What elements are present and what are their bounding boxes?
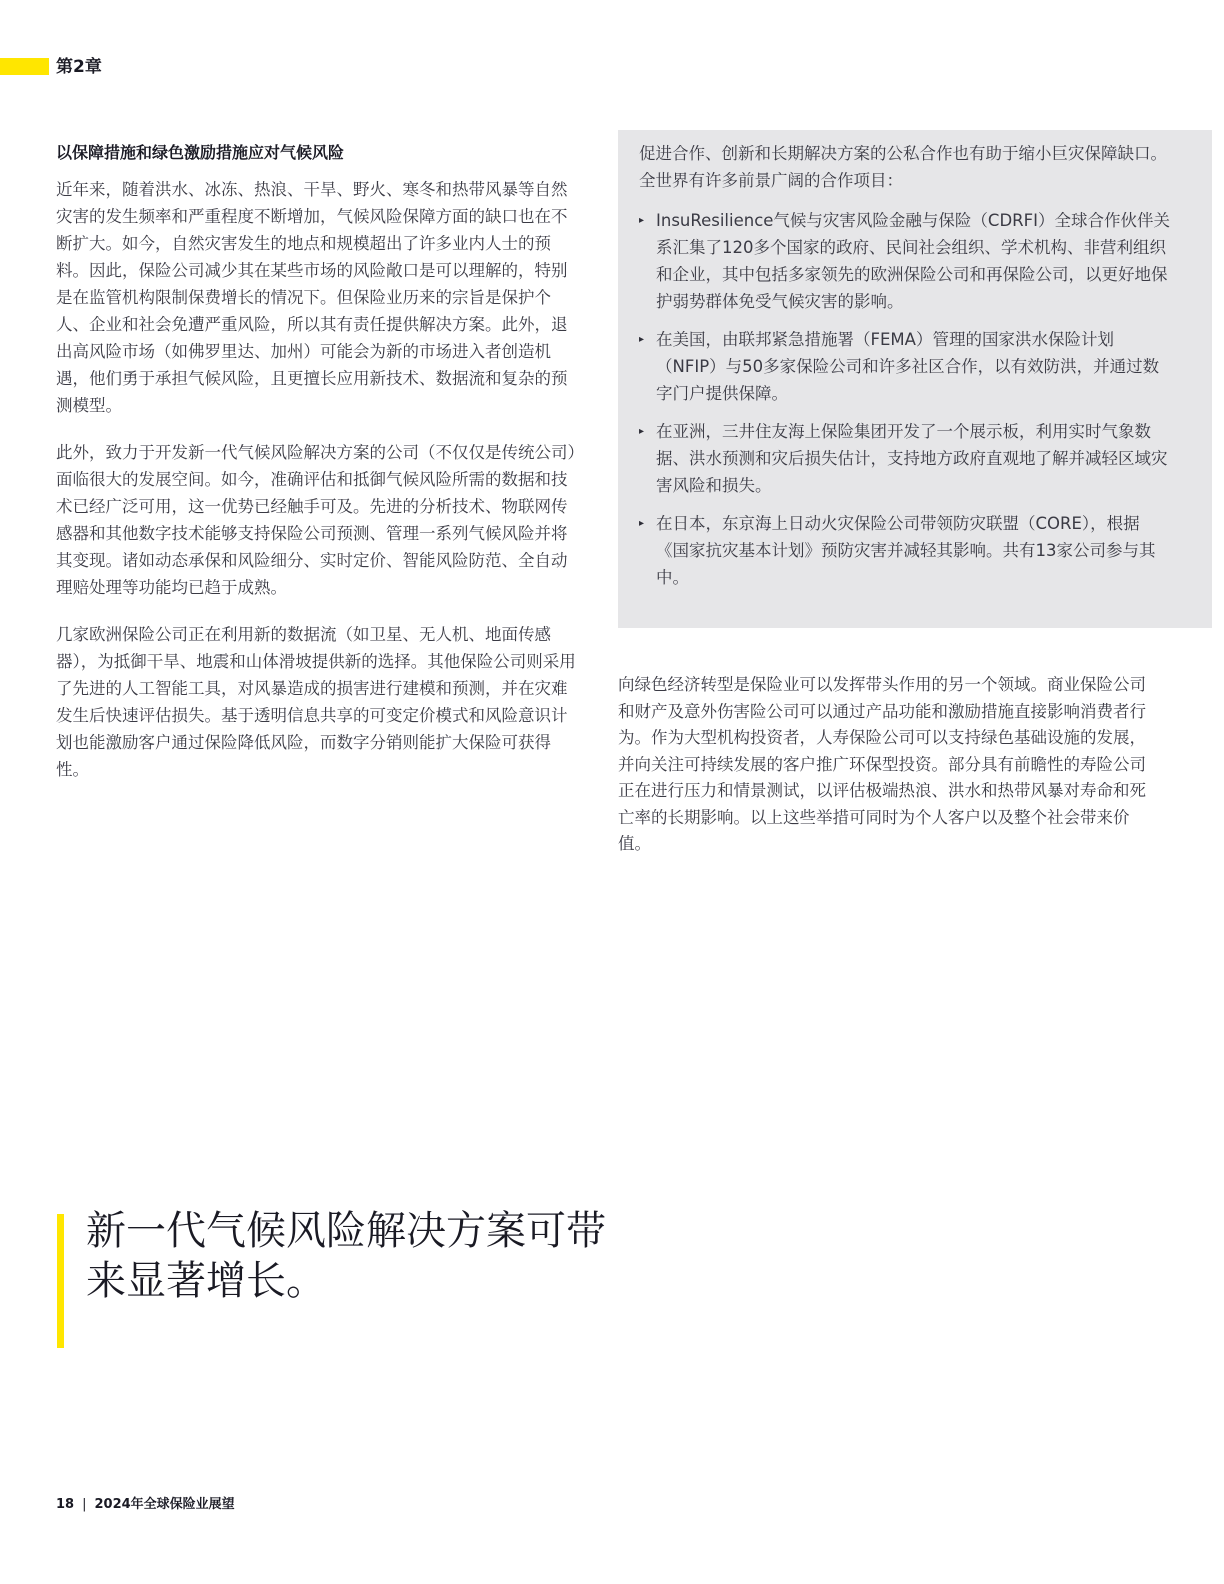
triangle-bullet-icon: ▸ — [639, 334, 645, 345]
callout-box — [618, 130, 1212, 628]
pull-quote: 新一代气候风险解决方案可带来显著增长。 — [86, 1208, 606, 1304]
bullet-list — [639, 207, 1172, 591]
page-footer — [56, 1496, 235, 1514]
right-column-paragraph: 向绿色经济转型是保险业可以发挥带头作用的另一个领域。商业保险公司和财产及意外伤害险公司可以通过产品功能和激励措施直接影响消费者行为。作为大型机构投资者，人寿保险公司可以支持绿色基础设施的发展，并向关注可持续发展的客户推广环保型投资。部分具有前瞻性的寿险公司正在进行压力和情景测试，以评估极端热浪、洪水和热带风暴对寿命和死亡率的长期影响。以上这些举措可同时为个人客户以及整个社会带来价值。 — [618, 675, 1146, 853]
page-number: 18 — [56, 1497, 75, 1512]
callout-intro: 促进合作、创新和长期解决方案的公私合作也有助于缩小巨灾保障缺口。全世界有许多前景广阔的合作项目： — [639, 144, 1167, 190]
triangle-bullet-icon: ▸ — [639, 426, 645, 437]
pull-quote-accent-bar — [57, 1214, 64, 1348]
triangle-bullet-icon: ▸ — [639, 518, 645, 529]
body-paragraph-2: 此外，致力于开发新一代气候风险解决方案的公司（不仅仅是传统公司）面临很大的发展空间。如今，准确评估和抵御气候风险所需的数据和技术已经广泛可用，这一优势已经触手可及。先进的分析技术、物联网传感器和其他数字技术能够支持保险公司预测、管理一系列气候风险并将其变现。诸如动态承保和风险细分、实时定价、智能风险防范、全自动理赔处理等功能均已趋于成熟。 — [56, 443, 576, 597]
list-item-text: 在亚洲，三井住友海上保险集团开发了一个展示板，利用实时气象数据、洪水预测和灾后损失估计，支持地方政府直观地了解并减轻区域灾害风险和损失。 — [656, 422, 1168, 495]
list-item-text: 在日本，东京海上日动火灾保险公司带领防灾联盟（CORE），根据《国家抗灾基本计划》预防灾害并减轻其影响。共有13家公司参与其中。 — [656, 514, 1156, 587]
list-item — [639, 326, 1172, 407]
footer-separator: | — [82, 1497, 87, 1512]
list-item-text: 在美国，由联邦紧急措施署（FEMA）管理的国家洪水保险计划（NFIP）与50多家保险公司和许多社区合作，以有效防洪，并通过数字门户提供保障。 — [656, 330, 1160, 403]
section-heading: 以保障措施和绿色激励措施应对气候风险 — [56, 143, 345, 162]
body-paragraph-1: 近年来，随着洪水、冰冻、热浪、干旱、野火、寒冬和热带风暴等自然灾害的发生频率和严重程度不断增加，气候风险保障方面的缺口也在不断扩大。如今，自然灾害发生的地点和规模超出了许多业内人士的预料。因此，保险公司减少其在某些市场的风险敞口是可以理解的，特别是在监管机构限制保费增长的情况下。但保险业历来的宗旨是保护个人、企业和社会免遭严重风险，所以其有责任提供解决方案。此外，退出高风险市场（如佛罗里达、加州）可能会为新的市场进入者创造机遇，他们勇于承担气候风险，且更擅长应用新技术、数据流和复杂的预测模型。 — [56, 180, 568, 415]
body-paragraph-3: 几家欧洲保险公司正在利用新的数据流（如卫星、无人机、地面传感器），为抵御干旱、地震和山体滑坡提供新的选择。其他保险公司则采用了先进的人工智能工具，对风暴造成的损害进行建模和预测，并在灾难发生后快速评估损失。基于透明信息共享的可变定价模式和风险意识计划也能激励客户通过保险降低风险，而数字分销则能扩大保险可获得性。 — [56, 625, 576, 779]
list-item — [639, 418, 1172, 499]
chapter-accent-bar — [0, 58, 49, 75]
list-item — [639, 207, 1172, 315]
triangle-bullet-icon: ▸ — [639, 215, 645, 226]
chapter-label: 第2章 — [56, 57, 102, 77]
list-item-text: InsuResilience气候与灾害风险金融与保险（CDRFI）全球合作伙伴关系汇集了120多个国家的政府、民间社会组织、学术机构、非营利组织和企业，其中包括多家领先的欧洲保险公司和再保险公司，以更好地保护弱势群体免受气候灾害的影响。 — [656, 211, 1170, 311]
list-item — [639, 510, 1172, 591]
left-column — [56, 140, 576, 803]
publication-title: 2024年全球保险业展望 — [94, 1497, 235, 1512]
